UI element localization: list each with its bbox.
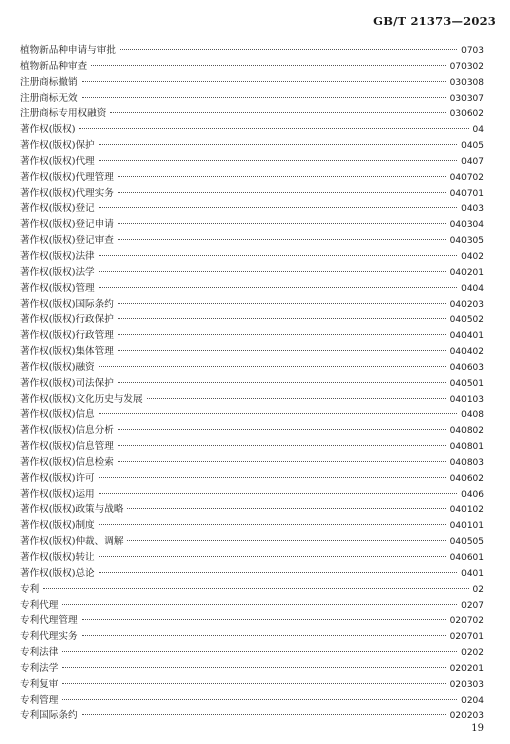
index-term: 著作权(版权)融资 [20, 361, 95, 373]
index-term: 著作权(版权)代理实务 [20, 187, 114, 199]
dot-leader [82, 97, 446, 98]
dot-leader [99, 477, 446, 478]
index-entry [20, 43, 484, 59]
index-entry [20, 106, 484, 122]
index-entry [20, 502, 484, 518]
dot-leader [62, 651, 457, 652]
index-term: 专利国际条约 [20, 710, 78, 722]
index-entry [20, 439, 484, 455]
index-entry [20, 407, 484, 423]
index-entry [20, 598, 484, 614]
index-entry [20, 566, 484, 582]
index-code: 040505 [449, 537, 484, 548]
dot-leader [99, 413, 457, 414]
dot-leader [99, 287, 457, 288]
index-code: 040801 [449, 442, 484, 453]
index-entry [20, 170, 484, 186]
index-entry [20, 344, 484, 360]
dot-leader [82, 619, 446, 620]
index-entry [20, 471, 484, 487]
dot-leader [118, 176, 446, 177]
index-entry [20, 249, 484, 265]
index-entry [20, 233, 484, 249]
index-term: 著作权(版权)国际条约 [20, 298, 114, 310]
index-entry [20, 423, 484, 439]
dot-leader [118, 461, 446, 462]
index-term: 著作权(版权)行政保护 [20, 314, 114, 326]
index-code: 0403 [461, 204, 484, 215]
dot-leader [118, 239, 446, 240]
index-entry [20, 677, 484, 693]
dot-leader [82, 714, 446, 715]
index-entry [20, 75, 484, 91]
index-term: 专利代理实务 [20, 631, 78, 643]
index-term: 著作权(版权)保护 [20, 140, 95, 152]
dot-leader [62, 604, 457, 605]
index-term: 专利 [20, 583, 40, 595]
index-term: 著作权(版权) [20, 124, 76, 136]
index-code: 030307 [449, 93, 484, 104]
index-entry [20, 534, 484, 550]
index-entry [20, 59, 484, 75]
index-entry [20, 312, 484, 328]
index-code: 0204 [461, 695, 484, 706]
index-term: 著作权(版权)司法保护 [20, 377, 114, 389]
dot-leader [120, 49, 457, 50]
index-code: 040103 [449, 394, 484, 405]
index-entry [20, 613, 484, 629]
index-code: 040603 [449, 362, 484, 373]
dot-leader [118, 192, 446, 193]
index-code: 040101 [449, 521, 484, 532]
dot-leader [118, 429, 446, 430]
index-code: 040501 [449, 378, 484, 389]
dot-leader [99, 207, 457, 208]
index-code: 020201 [449, 663, 484, 674]
index-term: 著作权(版权)信息分析 [20, 425, 114, 437]
index-code: 020203 [449, 711, 484, 722]
dot-leader [82, 635, 446, 636]
index-entry [20, 376, 484, 392]
index-term: 著作权(版权)登记 [20, 203, 95, 215]
index-entry [20, 186, 484, 202]
index-code: 040802 [449, 426, 484, 437]
dot-leader [62, 667, 445, 668]
index-entry [20, 91, 484, 107]
dot-leader [110, 112, 445, 113]
index-term: 注册商标撤销 [20, 76, 78, 88]
dot-leader [82, 81, 446, 82]
index-term: 著作权(版权)许可 [20, 472, 95, 484]
index-code: 0404 [461, 283, 484, 294]
index-term: 著作权(版权)制度 [20, 520, 95, 532]
dot-leader [79, 128, 468, 129]
index-term: 著作权(版权)登记申请 [20, 219, 114, 231]
index-code: 040803 [449, 457, 484, 468]
index-term: 专利复审 [20, 678, 59, 690]
index-code: 0703 [461, 46, 484, 56]
index-term: 著作权(版权)转让 [20, 552, 95, 563]
index-list [20, 43, 484, 724]
index-term: 著作权(版权)运用 [20, 488, 95, 500]
index-entry [20, 265, 484, 281]
index-code: 040201 [449, 267, 484, 278]
dot-leader [99, 160, 457, 161]
index-term: 著作权(版权)仲裁、调解 [20, 536, 124, 548]
index-term: 著作权(版权)管理 [20, 282, 95, 294]
index-term: 著作权(版权)政策与战略 [20, 504, 124, 516]
index-code: 0402 [461, 251, 484, 262]
dot-leader [127, 540, 445, 541]
index-code: 040702 [449, 172, 484, 183]
index-code: 020303 [449, 679, 484, 690]
index-entry [20, 154, 484, 170]
index-entry [20, 281, 484, 297]
index-entry [20, 661, 484, 677]
index-term: 著作权(版权)文化历史与发展 [20, 393, 143, 405]
dot-leader [118, 303, 446, 304]
index-term: 著作权(版权)信息管理 [20, 441, 114, 453]
standard-number: GB/T 21373—2023 [373, 14, 496, 28]
dot-leader [99, 556, 446, 557]
index-code: 040601 [449, 553, 484, 563]
dot-leader [91, 65, 445, 66]
dot-leader [118, 223, 446, 224]
index-code: 020702 [449, 616, 484, 627]
dot-leader [99, 493, 457, 494]
dot-leader [99, 572, 457, 573]
index-entry [20, 392, 484, 408]
index-entry [20, 328, 484, 344]
dot-leader [62, 699, 457, 700]
dot-leader [43, 588, 468, 589]
index-code: 040203 [449, 299, 484, 310]
index-term: 注册商标专用权融资 [20, 108, 107, 120]
dot-leader [118, 334, 446, 335]
index-code: 0207 [461, 600, 484, 611]
index-entry [20, 629, 484, 645]
index-code: 0202 [461, 648, 484, 659]
index-term: 专利管理 [20, 694, 59, 706]
dot-leader [147, 398, 446, 399]
index-code: 0406 [461, 489, 484, 500]
index-code: 030602 [449, 109, 484, 120]
index-term: 专利法学 [20, 662, 59, 674]
dot-leader [99, 524, 446, 525]
index-code: 040305 [449, 236, 484, 247]
dot-leader [99, 255, 457, 256]
index-term: 著作权(版权)集体管理 [20, 346, 114, 358]
dot-leader [118, 382, 446, 383]
index-term: 著作权(版权)法学 [20, 266, 95, 278]
index-code: 030308 [449, 77, 484, 88]
index-term: 著作权(版权)行政管理 [20, 330, 114, 342]
index-term: 专利代理管理 [20, 615, 78, 627]
dot-leader [127, 508, 445, 509]
index-entry [20, 487, 484, 503]
index-code: 070302 [449, 61, 484, 72]
index-code: 04 [472, 125, 484, 136]
index-entry [20, 550, 484, 566]
index-code: 040602 [449, 473, 484, 484]
index-term: 注册商标无效 [20, 92, 78, 104]
index-entry [20, 360, 484, 376]
index-entry [20, 297, 484, 313]
index-code: 040502 [449, 315, 484, 326]
dot-leader [99, 144, 457, 145]
index-term: 著作权(版权)信息 [20, 409, 95, 421]
index-entry [20, 138, 484, 154]
index-code: 040102 [449, 505, 484, 516]
index-entry [20, 693, 484, 709]
index-entry [20, 582, 484, 598]
index-term: 著作权(版权)总论 [20, 567, 95, 579]
index-term: 著作权(版权)代理 [20, 155, 95, 167]
index-term: 著作权(版权)信息检索 [20, 456, 114, 468]
index-entry [20, 518, 484, 534]
index-entry [20, 122, 484, 138]
index-entry [20, 645, 484, 661]
index-entry [20, 201, 484, 217]
index-code: 040401 [449, 331, 484, 342]
index-term: 著作权(版权)登记审查 [20, 235, 114, 247]
index-code: 02 [472, 584, 484, 595]
index-term: 著作权(版权)代理管理 [20, 171, 114, 183]
index-code: 040402 [449, 347, 484, 358]
index-code: 0401 [461, 568, 484, 579]
dot-leader [118, 445, 446, 446]
index-entry [20, 708, 484, 724]
dot-leader [118, 318, 446, 319]
index-term: 专利法律 [20, 647, 59, 659]
dot-leader [118, 350, 446, 351]
index-term: 专利代理 [20, 599, 59, 611]
index-code: 0407 [461, 156, 484, 167]
index-code: 040701 [449, 188, 484, 199]
index-code: 020701 [449, 632, 484, 643]
dot-leader [62, 683, 445, 684]
dot-leader [99, 366, 446, 367]
index-entry [20, 217, 484, 233]
index-code: 0405 [461, 141, 484, 152]
index-term: 植物新品种申请与审批 [20, 45, 116, 56]
index-code: 0408 [461, 410, 484, 421]
dot-leader [99, 271, 446, 272]
index-entry [20, 455, 484, 471]
index-code: 040304 [449, 220, 484, 231]
index-term: 著作权(版权)法律 [20, 250, 95, 262]
index-term: 植物新品种审查 [20, 60, 88, 72]
page-number: 19 [471, 723, 484, 734]
